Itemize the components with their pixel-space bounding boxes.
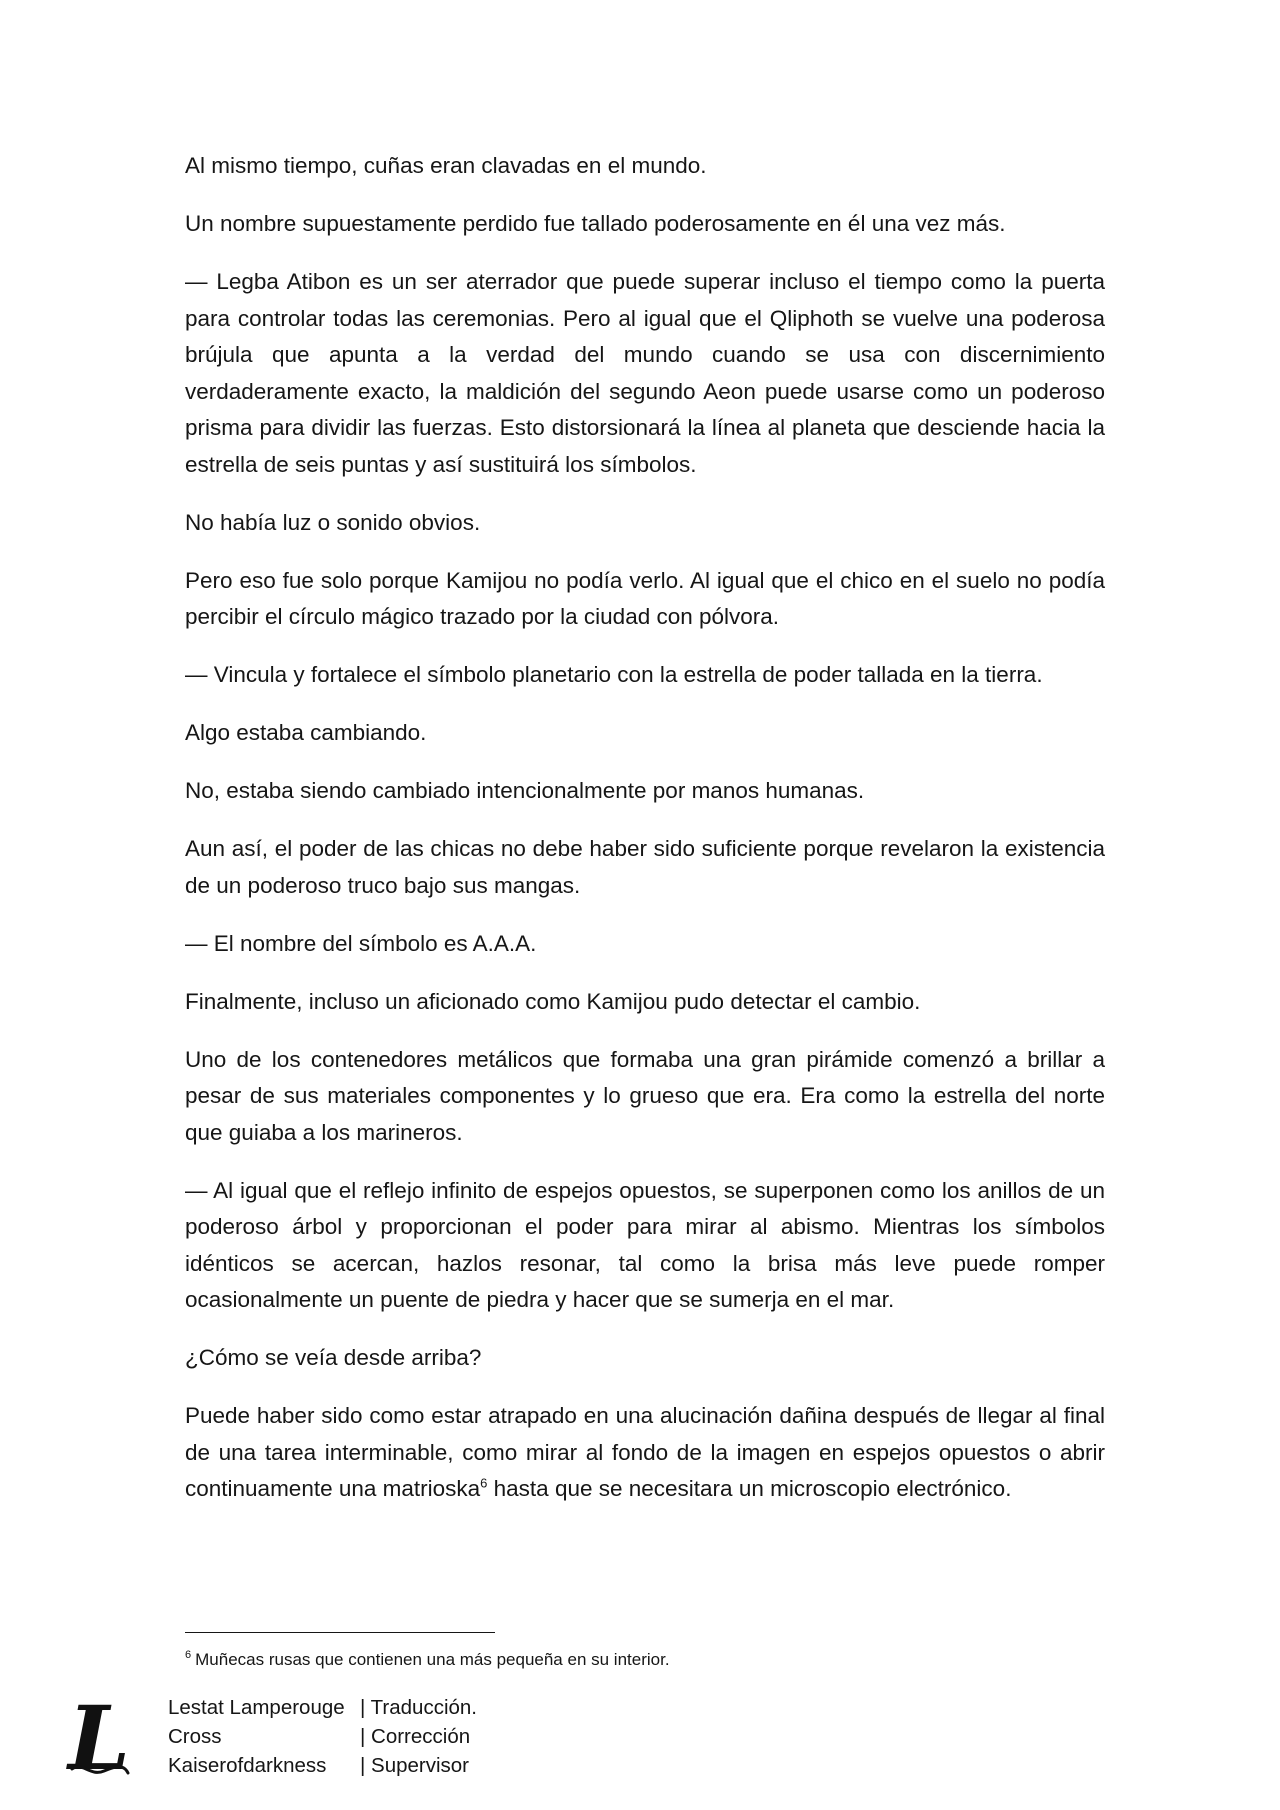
body-paragraph: — El nombre del símbolo es A.A.A. — [185, 930, 537, 956]
footnote-number: 6 — [185, 1649, 192, 1662]
footnote — [185, 1648, 1105, 1672]
paragraph-text: hasta que se necesitara un microscopio electrónico. — [487, 1476, 1012, 1501]
credit-role: | Corrección — [360, 1725, 471, 1748]
body-paragraph: Aun así, el poder de las chicas no debe haber sido suficiente porque revelaron la existencia de un poderoso truco bajo sus mangas. — [185, 836, 1105, 898]
credit-row — [168, 1751, 477, 1780]
body-paragraph: Al mismo tiempo, cuñas eran clavadas en el mundo. — [185, 153, 707, 178]
credit-name: Lestat Lamperouge — [168, 1696, 345, 1719]
footnote-text: Muñecas rusas que contienen una más pequeña en su interior. — [195, 1650, 670, 1669]
footnote-reference[interactable]: 6 — [480, 1475, 488, 1491]
credit-role: | Traducción. — [360, 1696, 477, 1719]
body-paragraph: Uno de los contenedores metálicos que formaba una gran pirámide comenzó a brillar a pesar de sus materiales componentes y lo grueso que era. Era como la estrella del norte que guiaba a los marineros. — [185, 1046, 1105, 1145]
gothic-l-logo-icon — [66, 1695, 132, 1779]
credit-name: Kaiserofdarkness — [168, 1754, 327, 1777]
paragraph-text: Puede haber sido como estar atrapado en una alucinación dañina después de llegar al final de una tarea interminable, como mirar al fondo de la imagen en espejos opuestos o abrir continuamente una matrioska — [185, 1403, 1105, 1501]
footnote-separator — [185, 1632, 495, 1633]
body-paragraph: Un nombre supuestamente perdido fue tallado poderosamente en él una vez más. — [185, 211, 1006, 236]
body-paragraph: No, estaba siendo cambiado intencionalmente por manos humanas. — [185, 778, 865, 803]
credit-row — [168, 1722, 477, 1751]
credit-row — [168, 1693, 477, 1722]
chapter-body — [185, 148, 1105, 1529]
body-paragraph: Finalmente, incluso un aficionado como Kamijou pudo detectar el cambio. — [185, 988, 921, 1014]
body-paragraph: — Legba Atibon es un ser aterrador que puede superar incluso el tiempo como la puerta para controlar todas las ceremonias. Pero al igual que el Qliphoth se vuelve una poderosa brújula que apunta a la verdad del mundo cuando se usa con discernimiento verdaderamente exacto, la maldición del segundo Aeon puede usarse como un poderoso prisma para dividir las fuerzas. Esto distorsionará la línea al planeta que desciende hacia la estrella de seis puntas y así sustituirá los símbolos. — [185, 269, 1105, 477]
body-paragraph: ¿Cómo se veía desde arriba? — [185, 1345, 482, 1370]
credit-role: | Supervisor — [360, 1754, 470, 1777]
body-paragraph: Algo estaba cambiando. — [185, 720, 427, 745]
body-paragraph: No había luz o sonido obvios. — [185, 509, 481, 535]
body-paragraph: — Vincula y fortalece el símbolo planetario con la estrella de poder tallada en la tierra. — [185, 662, 1043, 687]
body-paragraph: Pero eso fue solo porque Kamijou no podía verlo. Al igual que el chico en el suelo no podía percibir el círculo mágico trazado por la ciudad con pólvora. — [185, 567, 1105, 629]
body-paragraph: — Al igual que el reflejo infinito de espejos opuestos, se superponen como los anillos de un poderoso árbol y proporcionan el poder para mirar al abismo. Mientras los símbolos idénticos se acercan, hazlos resonar, tal como la brisa más leve puede romper ocasionalmente un puente de piedra y hacer que se sumerja en el mar. — [185, 1177, 1105, 1312]
logo-letter: L — [68, 1695, 130, 1779]
body-paragraph-with-footnote — [185, 1398, 1105, 1508]
credits-table — [168, 1693, 477, 1780]
credit-name: Cross — [168, 1725, 222, 1748]
